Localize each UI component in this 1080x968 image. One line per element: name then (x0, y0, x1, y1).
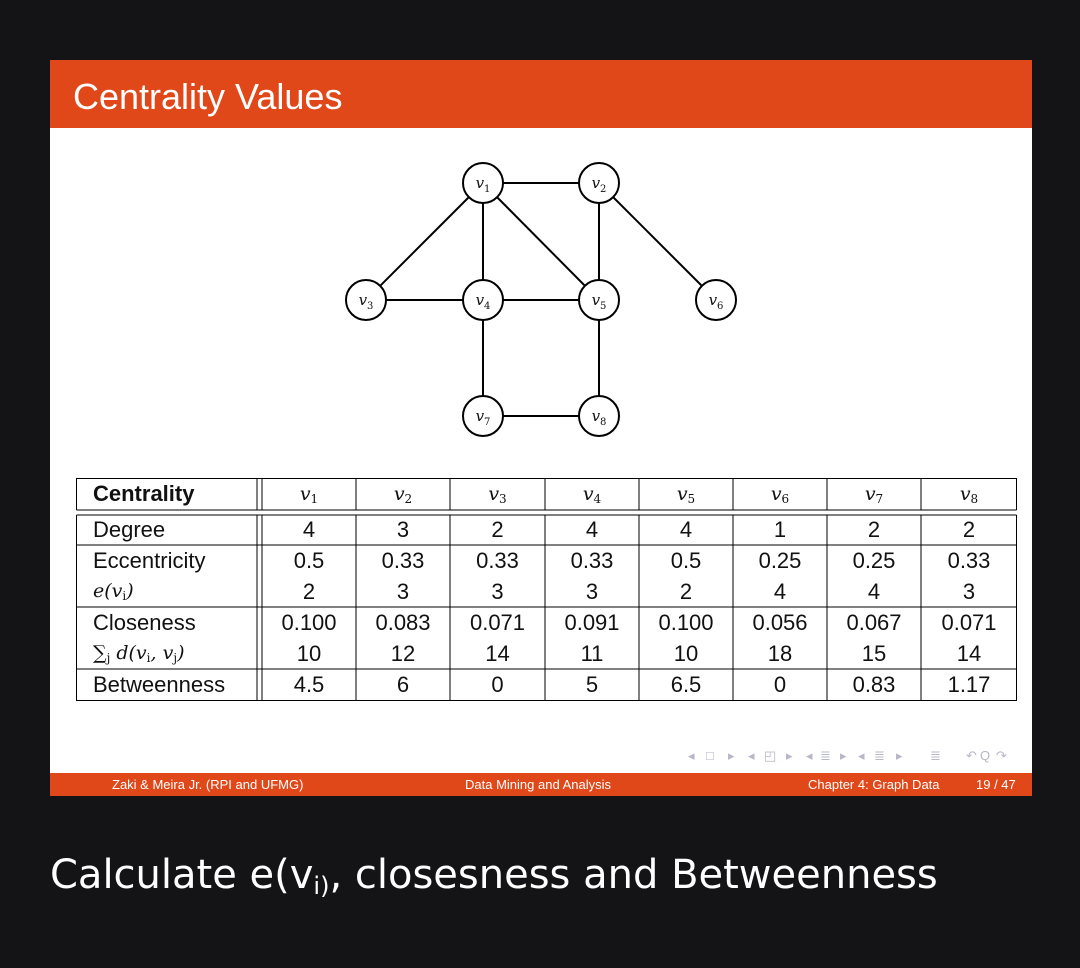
table-cell: 0.5 (670, 547, 702, 573)
table-cell: 0.100 (281, 609, 337, 635)
table-cell: 0.33 (381, 547, 425, 573)
caption (50, 849, 938, 912)
table-cell: 2 (491, 517, 504, 542)
table-cell: 0 (491, 672, 504, 697)
table-cell: 10 (296, 640, 322, 666)
footer-authors: Zaki & Meira Jr. (RPI and UFMG) (112, 777, 304, 792)
table-cell: 6 (396, 672, 410, 697)
table-cell: 12 (390, 640, 416, 666)
graph-node-label-v5: $v_5$ (591, 291, 607, 312)
table-cell: 0.25 (758, 547, 802, 573)
nav-symbol[interactable]: ↷ (996, 748, 1007, 763)
table-cell: 1 (773, 517, 787, 542)
graph-node-label-v2: $v_2$ (591, 174, 607, 195)
table-cell: 5 (585, 672, 599, 697)
table-cell: 3 (962, 578, 976, 604)
nav-symbol[interactable]: ◂ (688, 748, 695, 763)
table-cell: 0.25 (852, 547, 896, 573)
beamer-navigation-controls[interactable] (680, 748, 1025, 768)
table-cell: 0.071 (469, 609, 526, 635)
nav-symbol[interactable]: ◂ (858, 748, 865, 763)
table-column-header: $v_4$ (582, 482, 602, 506)
table-cell: 0.091 (564, 609, 620, 635)
table-cell: 2 (867, 517, 881, 542)
table-cell: 1.17 (947, 672, 991, 697)
table-cell: 4 (867, 578, 881, 604)
table-cell: 14 (956, 640, 982, 666)
footer-chapter: Chapter 4: Graph Data (808, 777, 940, 792)
table-cell: 4 (773, 578, 787, 604)
table-cell: 0.33 (947, 547, 991, 573)
graph-node-label-v1: $v_1$ (475, 174, 491, 195)
table-cell: 11 (580, 640, 604, 666)
footer-book-title: Data Mining and Analysis (465, 777, 611, 792)
graph-edge-v2-v6 (599, 183, 716, 300)
slide-footer (50, 773, 1032, 796)
table-cell: 2 (962, 517, 976, 542)
table-cell: 0.100 (658, 609, 714, 635)
nav-symbol[interactable]: Q (980, 748, 991, 763)
slide-title: Centrality Values (73, 76, 343, 117)
table-row-label: Closeness (93, 609, 196, 635)
graph-node-label-v3: $v_3$ (358, 291, 374, 312)
table-cell: 6.5 (670, 672, 702, 697)
table-row-label: Eccentricity (93, 547, 206, 573)
table-cell: 3 (491, 578, 504, 604)
table-cell: 2 (302, 578, 316, 604)
nav-symbol[interactable]: ≣ (874, 748, 885, 763)
graph-node-label-v8: $v_8$ (591, 407, 607, 428)
table-cell: 0.056 (752, 609, 808, 635)
table-cell: 0 (773, 672, 787, 697)
nav-symbol[interactable]: ▸ (840, 748, 847, 763)
nav-symbol[interactable]: ≣ (930, 748, 941, 763)
graph-node-label-v7: $v_7$ (475, 407, 491, 428)
table-cell: 0.33 (570, 547, 614, 573)
nav-symbol[interactable]: ≣ (820, 748, 831, 763)
table-cell: 14 (485, 640, 510, 666)
table-cell: 2 (679, 578, 693, 604)
graph-diagram (50, 60, 1032, 460)
nav-symbol[interactable]: □ (706, 748, 714, 763)
nav-symbol[interactable]: ◂ (748, 748, 755, 763)
caption-subscript: i) (313, 872, 330, 900)
table-cell: 4.5 (293, 672, 325, 697)
footer-page-number: 19 / 47 (976, 777, 1016, 792)
graph-edge-v1-v3 (366, 183, 483, 300)
table-cell: 3 (396, 578, 410, 604)
table-cell: 0.083 (375, 609, 431, 635)
nav-symbol[interactable]: ↶ (966, 748, 977, 763)
table-cell: 0.83 (852, 672, 896, 697)
caption-text-after: , closesness and Betweenness (329, 852, 938, 898)
table-column-header: $v_6$ (770, 482, 790, 506)
table-row-label: $e(v_i)$ (93, 580, 134, 603)
table-column-header: $v_2$ (393, 482, 413, 506)
nav-symbol[interactable]: ▸ (786, 748, 793, 763)
table-cell: 0.067 (846, 609, 902, 635)
table-cell: 0.33 (476, 547, 519, 573)
graph-node-label-v6: $v_6$ (708, 291, 724, 312)
nav-symbol[interactable]: ▸ (896, 748, 903, 763)
table-cell: 0.071 (941, 609, 997, 635)
nav-symbol[interactable]: ◰ (764, 748, 777, 763)
nav-symbol[interactable]: ◂ (806, 748, 813, 763)
table-cell: 3 (396, 517, 410, 542)
table-row-label: Betweenness (93, 672, 226, 697)
table-column-header: $v_5$ (676, 482, 696, 506)
table-cell: 4 (302, 517, 316, 542)
table-column-header: $v_1$ (299, 482, 319, 506)
table-cell: 15 (861, 640, 887, 666)
caption-text-before: Calculate e(v (50, 852, 314, 898)
table-row-label: $\sum_j$ $d(v_i$, $v_j$) (93, 642, 185, 665)
graph-node-label-v4: $v_4$ (475, 291, 491, 312)
table-cell: 4 (585, 517, 599, 542)
table-cell: 4 (679, 517, 693, 542)
slide (50, 60, 1032, 796)
table-column-header: $v_7$ (864, 482, 884, 506)
graph-edge-v1-v5 (483, 183, 599, 300)
table-row-label: Degree (93, 517, 166, 542)
nav-symbol[interactable]: ▸ (728, 748, 735, 763)
table-cell: 18 (767, 640, 793, 666)
table-cell: 3 (585, 578, 599, 604)
table-column-header: $v_8$ (959, 482, 979, 506)
table-cell: 0.5 (293, 547, 325, 573)
table-header-label: Centrality (93, 481, 195, 506)
table-cell: 10 (673, 640, 699, 666)
table-column-header: $v_3$ (488, 482, 507, 506)
centrality-table (76, 478, 1017, 701)
